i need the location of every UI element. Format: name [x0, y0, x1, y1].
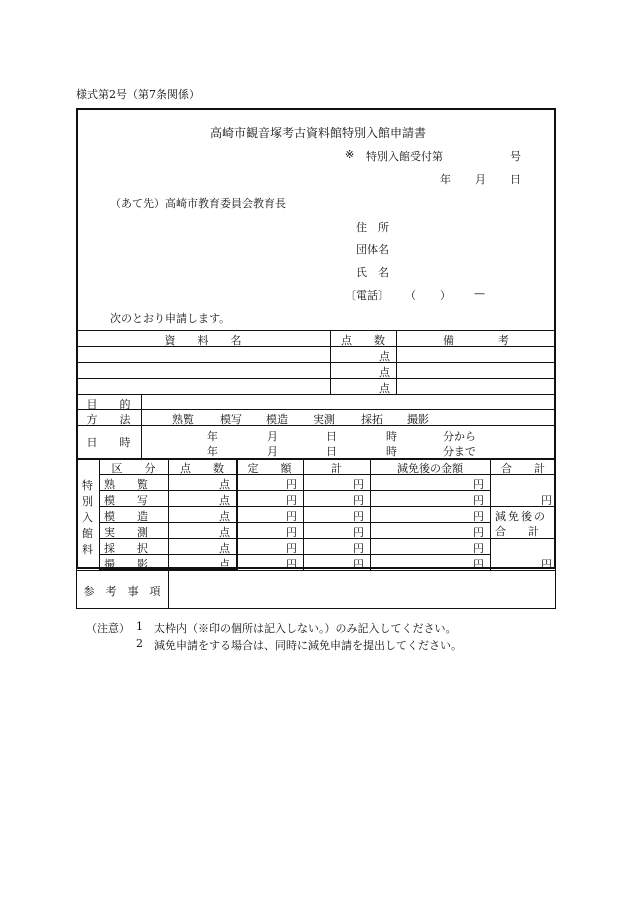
fee-subtotal-yen-5: 円 [353, 542, 364, 555]
method-option-6: 撮影 [407, 413, 429, 426]
from-minute: 分から [443, 430, 476, 443]
name-label: 氏 名 [356, 266, 389, 279]
fee-fixed-yen-4: 円 [286, 526, 297, 539]
address-label: 住 所 [356, 221, 389, 234]
fee-count-unit-6: 点 [219, 558, 230, 571]
fee-total-yen: 円 [541, 494, 552, 507]
date-day: 日 [510, 173, 521, 186]
method-option-5: 採拓 [361, 413, 383, 426]
caution-text-2: 減免申請をする場合は、同時に減免申請を提出してください。 [154, 639, 462, 652]
fee-reduced-yen-3: 円 [473, 510, 484, 523]
fee-item-6: 撮 影 [104, 558, 148, 571]
fee-item-5: 採 択 [104, 542, 148, 555]
fee-subtotal-yen-2: 円 [353, 494, 364, 507]
fee-side-char-4: 館 [82, 527, 93, 540]
fee-count-unit-1: 点 [219, 478, 230, 491]
receipt-mark: ※ [345, 148, 355, 161]
fee-header-reduced: 減免後の金額 [397, 462, 463, 475]
caution-text-1: 太枠内（※印の個所は記入しない。）のみ記入してください。 [154, 622, 457, 635]
addressee: （あて先）高崎市教育委員会教育長 [110, 197, 286, 210]
date-year: 年 [440, 173, 451, 186]
fee-fixed-yen-1: 円 [286, 478, 297, 491]
fee-subtotal-yen-3: 円 [353, 510, 364, 523]
fee-header-total: 合 計 [501, 462, 545, 475]
material-count-unit-1: 点 [379, 350, 390, 363]
method-option-2: 模写 [220, 413, 242, 426]
material-count-unit-2: 点 [379, 366, 390, 379]
fee-header-count: 点 数 [180, 462, 224, 475]
fee-count-unit-3: 点 [219, 510, 230, 523]
fee-item-2: 模 写 [104, 494, 148, 507]
from-year: 年 [207, 430, 218, 443]
form-number: 様式第2号（第7条関係） [76, 88, 200, 101]
phone-paren-open: （ [405, 289, 416, 302]
receipt-label: 特別入館受付第 [366, 150, 443, 163]
method-label: 方 法 [86, 413, 131, 426]
reduced-total-label-1: 減免後の [495, 510, 547, 523]
caution-label: （注意） [86, 622, 130, 635]
group-label: 団体名 [356, 243, 389, 256]
fee-header-subtotal: 計 [331, 462, 342, 475]
fee-fixed-yen-3: 円 [286, 510, 297, 523]
until-day: 日 [326, 445, 337, 458]
phone-dash: — [474, 287, 485, 300]
phone-paren-close: ） [440, 289, 451, 302]
fee-header-category: 区 分 [111, 462, 156, 475]
reduced-total-yen: 円 [541, 558, 552, 571]
fee-side-char-3: 入 [82, 511, 93, 524]
fee-side-char-5: 料 [82, 543, 93, 556]
fee-reduced-yen-5: 円 [473, 542, 484, 555]
notes-label: 参 考 事 項 [83, 585, 161, 598]
phone-label: 〔電話〕 [345, 289, 389, 302]
fee-fixed-yen-6: 円 [286, 558, 297, 571]
purpose-label: 目 的 [86, 398, 131, 411]
materials-header-count: 点 数 [341, 334, 385, 347]
caution-num-1: 1 [136, 620, 143, 633]
fee-count-unit-2: 点 [219, 494, 230, 507]
datetime-label: 日 時 [86, 436, 131, 449]
until-minute: 分まで [443, 445, 476, 458]
until-year: 年 [207, 445, 218, 458]
fee-reduced-yen-6: 円 [473, 558, 484, 571]
fee-count-unit-5: 点 [219, 542, 230, 555]
fee-subtotal-yen-1: 円 [353, 478, 364, 491]
fee-fixed-yen-2: 円 [286, 494, 297, 507]
from-day: 日 [326, 430, 337, 443]
receipt-suffix: 号 [510, 150, 521, 163]
fee-reduced-yen-2: 円 [473, 494, 484, 507]
fee-fixed-yen-5: 円 [286, 542, 297, 555]
from-month: 月 [267, 430, 278, 443]
fee-subtotal-yen-4: 円 [353, 526, 364, 539]
until-month: 月 [267, 445, 278, 458]
fee-reduced-yen-4: 円 [473, 526, 484, 539]
fee-item-3: 模 造 [104, 510, 148, 523]
method-option-1: 熟覧 [172, 413, 194, 426]
method-option-4: 実測 [313, 413, 335, 426]
reduced-total-label-2: 合 計 [495, 525, 539, 538]
fee-subtotal-yen-6: 円 [353, 558, 364, 571]
fee-side-label [76, 478, 99, 558]
until-hour: 時 [386, 445, 397, 458]
fee-item-1: 熟 覧 [104, 478, 148, 491]
materials-header-remarks: 備 考 [443, 334, 509, 347]
fee-side-char-2: 別 [82, 495, 93, 508]
from-hour: 時 [386, 430, 397, 443]
fee-item-4: 実 測 [104, 526, 148, 539]
fee-reduced-yen-1: 円 [473, 478, 484, 491]
fee-count-unit-4: 点 [219, 526, 230, 539]
form-title: 高崎市観音塚考古資料館特別入館申請書 [210, 126, 427, 140]
materials-header-name: 資 料 名 [164, 334, 242, 347]
request-text: 次のとおり申請します。 [110, 312, 231, 325]
caution-num-2: 2 [136, 637, 143, 650]
fee-side-char-1: 特 [82, 479, 93, 492]
date-month: 月 [475, 173, 486, 186]
fee-header-fixed: 定 額 [247, 462, 292, 475]
material-count-unit-3: 点 [379, 382, 390, 395]
method-option-3: 模造 [266, 413, 288, 426]
